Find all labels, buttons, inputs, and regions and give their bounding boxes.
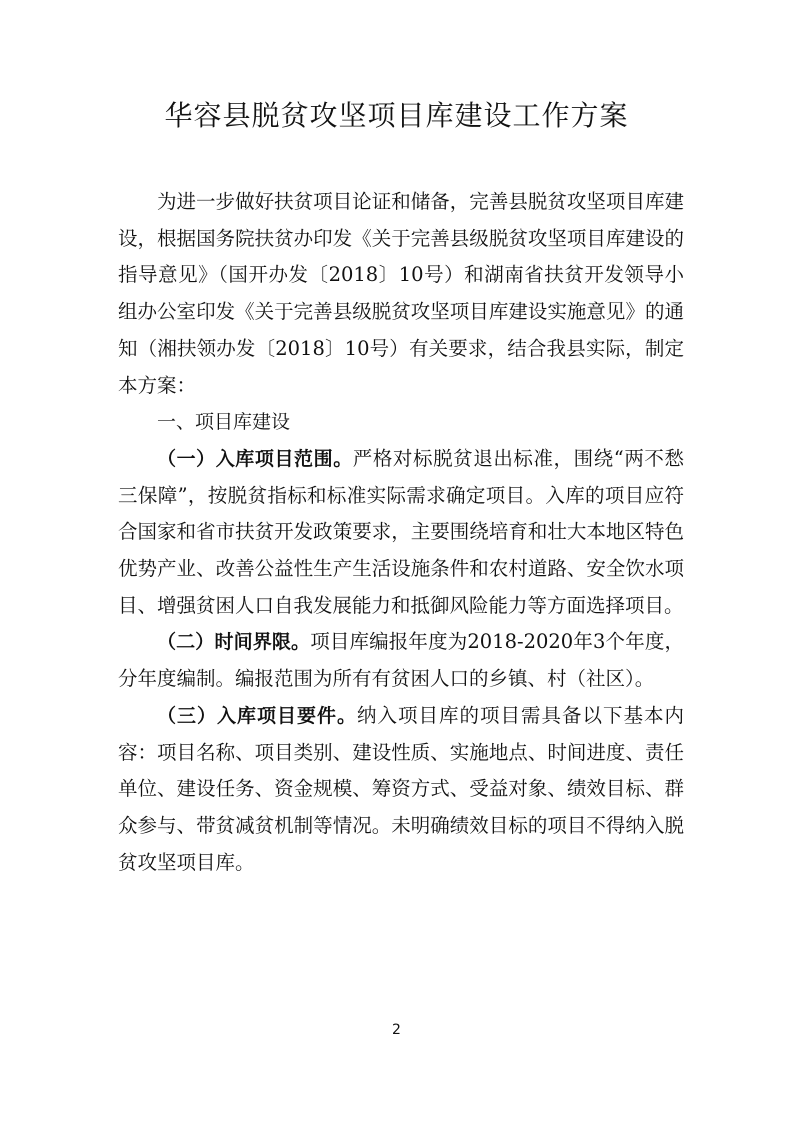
item-label: （二）时间界限。 — [157, 631, 311, 654]
item-text: 项目库编报年度为2018-2020年3个年度，分年度编制。编报范围为所有有贫困人口的乡镇、村（社区）。 — [118, 630, 684, 691]
item-paragraph — [118, 441, 684, 625]
item-label: （一）入库项目范围。 — [157, 447, 353, 470]
section-heading: 一、项目库建设 — [157, 411, 291, 434]
page-number: 2 — [392, 1022, 401, 1038]
item-text: 纳入项目库的项目需具备以下基本内容：项目名称、项目类别、建设性质、实施地点、时间进度、责任单位、建设任务、资金规模、筹资方式、受益对象、绩效目标、群众参与、带贫减贫机制等情况。未明确绩效目标的项目不得纳入脱贫攻坚项目库。 — [118, 703, 684, 874]
intro-paragraph: 为进一步做好扶贫项目论证和储备，完善县脱贫攻坚项目库建设，根据国务院扶贫办印发《关于完善县级脱贫攻坚项目库建设的指导意见》（国开办发〔2018〕10号）和湖南省扶贫开发领导小组办公室印发《关于完善县级脱贫攻坚项目库建设实施意见》的通知（湘扶领办发〔2018〕10号）有关要求，结合我县实际，制定本方案： — [118, 190, 684, 397]
item-label: （三）入库项目要件。 — [157, 704, 357, 727]
document-title: 华容县脱贫攻坚项目库建设工作方案 — [164, 99, 629, 132]
item-text: 严格对标脱贫退出标准，围绕“两不愁三保障”，按脱贫指标和标准实际需求确定项目。入库的项目应符合国家和省市扶贫开发政策要求，主要围绕培育和壮大本地区特色优势产业、改善公益性生产生活设施条件和农村道路、安全饮水项目、增强贫困人口自我发展能力和抵御风险能力等方面选择项目。 — [118, 446, 684, 617]
item-paragraph — [118, 698, 684, 882]
document-body — [118, 184, 684, 881]
item-paragraph — [118, 624, 684, 697]
